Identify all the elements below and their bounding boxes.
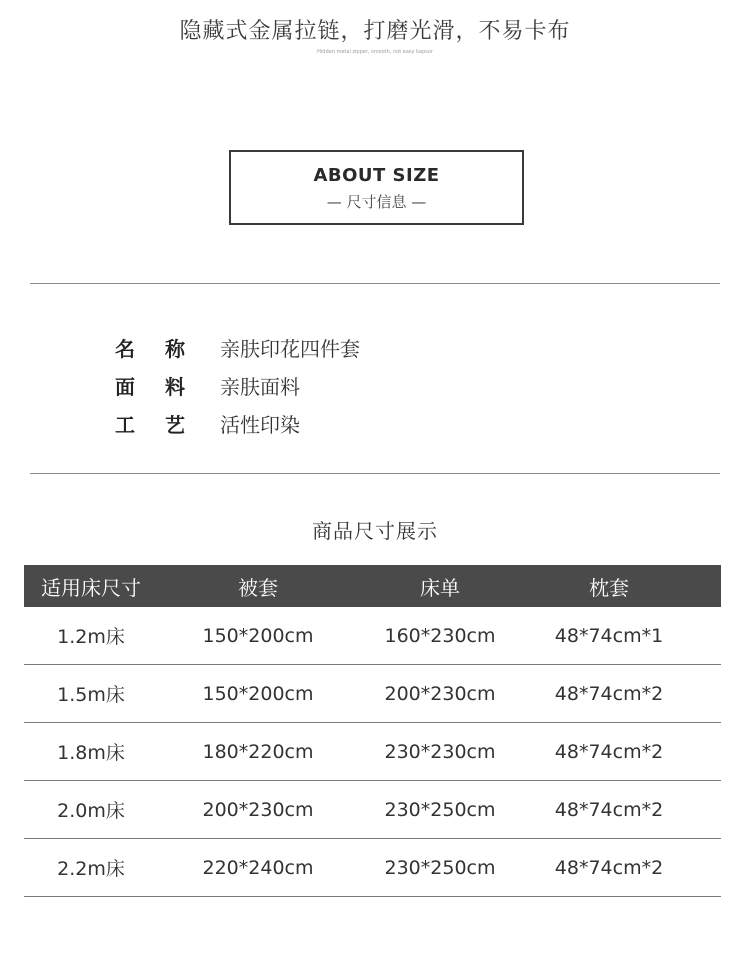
size-table-heading: 商品尺寸展示 — [312, 519, 438, 543]
column-header: 适用床尺寸 — [41, 575, 141, 600]
table-row — [24, 781, 721, 839]
column-header: 枕套 — [589, 575, 629, 600]
section-divider-middle — [30, 473, 720, 474]
table-row — [24, 723, 721, 781]
table-cell: 48*74cm*2 — [554, 798, 664, 821]
table-cell: 180*220cm — [202, 740, 314, 763]
table-cell: 160*230cm — [384, 624, 496, 647]
column-header: 床单 — [420, 575, 460, 600]
table-cell: 48*74cm*2 — [554, 856, 664, 879]
column-header: 被套 — [238, 575, 278, 600]
info-label-char: 工 — [115, 412, 135, 437]
about-size-title: ABOUT SIZE — [313, 165, 440, 186]
table-cell: 1.5m床 — [57, 684, 125, 706]
table-cell: 48*74cm*1 — [554, 624, 664, 647]
info-label-craft — [115, 409, 185, 438]
info-label-char: 名 — [115, 336, 135, 361]
info-label-char: 称 — [165, 336, 185, 361]
table-cell: 230*230cm — [384, 740, 496, 763]
info-label-char: 艺 — [165, 412, 185, 437]
table-header — [24, 565, 721, 607]
info-value-craft: 活性印染 — [220, 412, 300, 437]
info-row-craft — [115, 408, 300, 438]
section-divider-top — [30, 283, 720, 284]
table-cell: 220*240cm — [202, 856, 314, 879]
table-cell: 1.8m床 — [57, 742, 125, 764]
table-cell: 150*200cm — [202, 624, 314, 647]
info-label-name — [115, 333, 185, 362]
info-row-name — [115, 332, 360, 362]
feature-title: 隐藏式金属拉链，打磨光滑，不易卡布 — [179, 19, 571, 44]
table-cell: 150*200cm — [202, 682, 314, 705]
table-row — [24, 665, 721, 723]
table-cell: 1.2m床 — [57, 626, 125, 648]
info-label-char: 料 — [165, 374, 185, 399]
feature-subtitle: Hidden metal zipper, smooth, not easy kapsor — [317, 49, 433, 55]
info-label-fabric — [115, 371, 185, 400]
info-value-fabric: 亲肤面料 — [220, 374, 300, 399]
table-cell: 2.2m床 — [57, 858, 125, 880]
table-cell: 2.0m床 — [57, 800, 125, 822]
size-table — [24, 565, 721, 897]
table-cell: 200*230cm — [384, 682, 496, 705]
info-value-name: 亲肤印花四件套 — [220, 336, 360, 361]
table-cell: 230*250cm — [384, 856, 496, 879]
about-size-box — [229, 150, 524, 225]
table-cell: 48*74cm*2 — [554, 682, 664, 705]
table-row — [24, 607, 721, 665]
about-size-subtitle: — 尺寸信息 — — [326, 193, 427, 211]
table-cell: 200*230cm — [202, 798, 314, 821]
info-row-fabric — [115, 370, 300, 400]
table-cell: 230*250cm — [384, 798, 496, 821]
table-row — [24, 839, 721, 897]
table-cell: 48*74cm*2 — [554, 740, 664, 763]
info-label-char: 面 — [115, 374, 135, 399]
